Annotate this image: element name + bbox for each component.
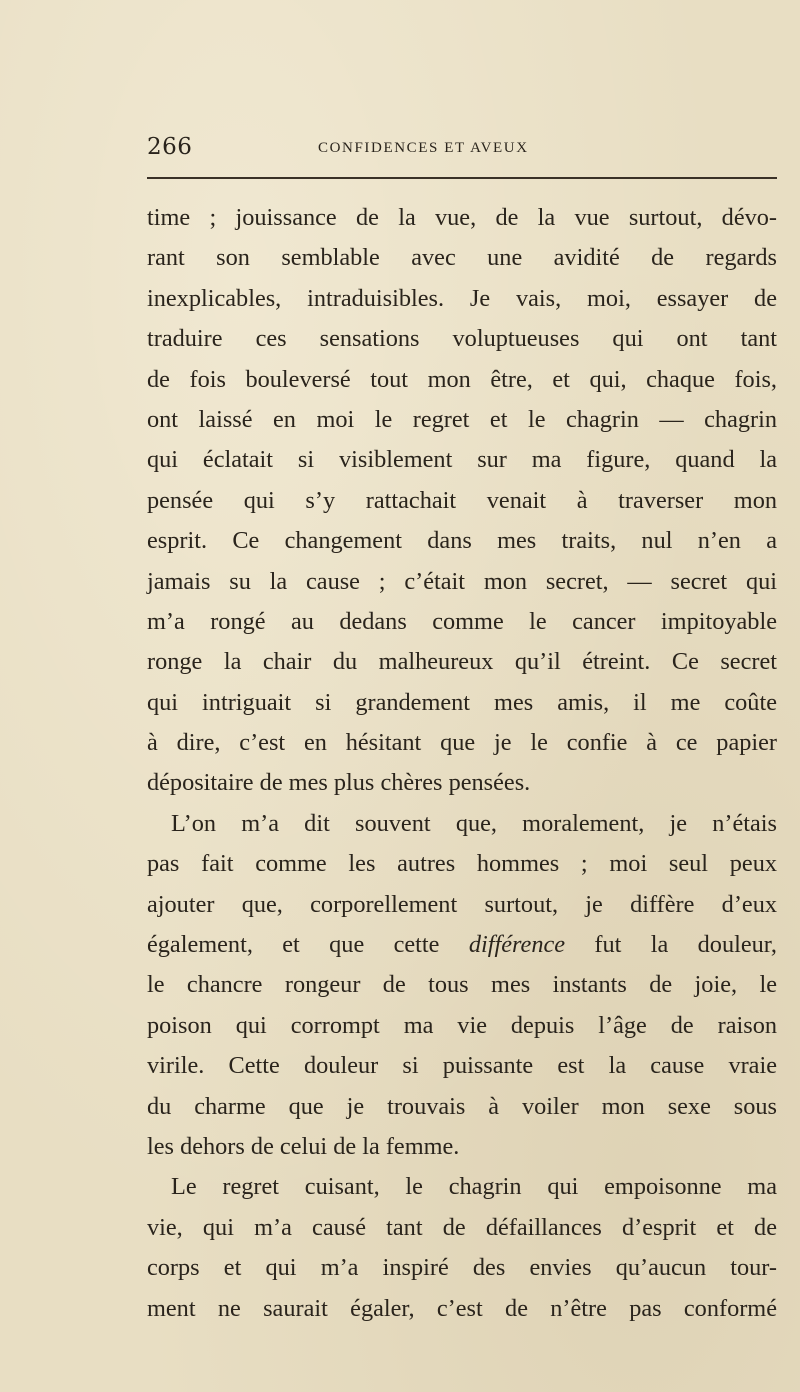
running-title: CONFIDENCES ET AVEUX bbox=[318, 140, 529, 156]
text-line: ment ne saurait égaler, c’est de n’être pas conformé bbox=[147, 1294, 777, 1322]
text-line: jamais su la cause ; c’était mon secret, — secret qui bbox=[147, 567, 777, 595]
text-line: à dire, c’est en hésitant que je le confie à ce papier bbox=[147, 729, 777, 757]
page-number: 266 bbox=[147, 134, 193, 160]
body-text bbox=[147, 198, 777, 1329]
text-line: m’a rongé au dedans comme le cancer impitoyable bbox=[147, 607, 777, 635]
text-line: time ; jouissance de la vue, de la vue surtout, dévo- bbox=[147, 204, 777, 231]
italic-word: différence bbox=[468, 931, 566, 959]
text-line: poison qui corrompt ma vie depuis l’âge de raison bbox=[147, 1011, 777, 1039]
text-line: vie, qui m’a causé tant de défaillances d’esprit et de bbox=[147, 1213, 777, 1241]
text-segment: également, et que cette bbox=[147, 931, 469, 959]
text-line: inexplicables, intraduisibles. Je vais, moi, essayer de bbox=[147, 284, 777, 312]
text-line: du charme que je trouvais à voiler mon sexe sous bbox=[147, 1092, 777, 1120]
text-line: traduire ces sensations voluptueuses qui ont tant bbox=[147, 325, 777, 353]
text-line: corps et qui m’a inspiré des envies qu’aucun tour- bbox=[147, 1254, 777, 1282]
page-header bbox=[147, 134, 777, 166]
text-line bbox=[147, 925, 777, 965]
text-line: dépositaire de mes plus chères pensées. bbox=[147, 769, 531, 797]
text-line: pas fait comme les autres hommes ; moi seul peux bbox=[147, 850, 777, 878]
text-line: qui éclatait si visiblement sur ma figure, quand la bbox=[147, 446, 777, 474]
text-line: de fois bouleversé tout mon être, et qui, chaque fois, bbox=[147, 365, 777, 393]
text-line: le chancre rongeur de tous mes instants de joie, le bbox=[147, 971, 777, 999]
header-rule bbox=[147, 177, 777, 179]
text-line: ont laissé en moi le regret et le chagrin — chagrin bbox=[147, 405, 777, 433]
text-line: pensée qui s’y rattachait venait à traverser mon bbox=[147, 486, 777, 514]
text-line: ajouter que, corporellement surtout, je diffère d’eux bbox=[147, 890, 777, 918]
text-line: qui intriguait si grandement mes amis, il me coûte bbox=[147, 688, 777, 716]
text-line: L’on m’a dit souvent que, moralement, je n’étais bbox=[171, 809, 777, 837]
text-segment: fut la douleur, bbox=[565, 931, 777, 959]
text-line: Le regret cuisant, le chagrin qui empoisonne ma bbox=[171, 1173, 777, 1201]
text-line: rant son semblable avec une avidité de regards bbox=[147, 244, 777, 272]
text-line: virile. Cette douleur si puissante est la cause vraie bbox=[147, 1052, 777, 1080]
text-line: ronge la chair du malheureux qu’il étreint. Ce secret bbox=[147, 648, 777, 676]
text-line: les dehors de celui de la femme. bbox=[147, 1132, 460, 1160]
text-line: esprit. Ce changement dans mes traits, nul n’en a bbox=[147, 527, 777, 555]
